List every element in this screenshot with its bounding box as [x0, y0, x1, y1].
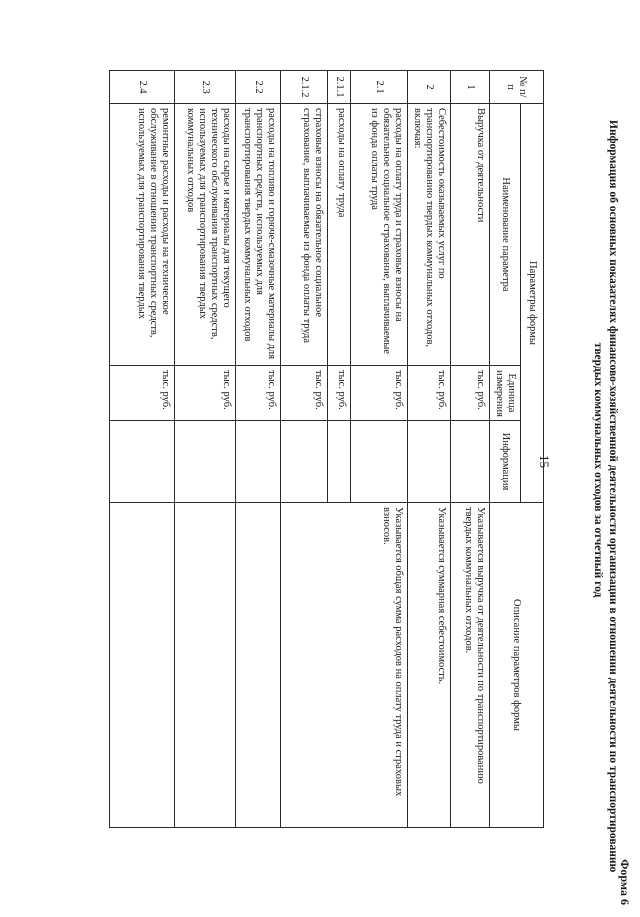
row-unit: тыс. руб.: [175, 366, 236, 421]
row-parameter-name: страховые взносы на обязательное социальное страхование, выплачиваемые из фонда оплаты труда: [281, 104, 328, 366]
column-header-name: Наименование параметра: [490, 104, 521, 366]
table-row: [175, 71, 236, 828]
row-number: 2.4: [110, 71, 175, 104]
row-unit: тыс. руб.: [236, 366, 281, 421]
row-unit: тыс. руб.: [351, 366, 408, 421]
table-row: [110, 71, 175, 828]
row-info-cell[interactable]: [110, 421, 175, 503]
table-row: [451, 71, 490, 828]
row-parameter-name: расходы на сырье и материалы для текущего технического обслуживания транспортных средств, используемых для транспортирования твердых коммунальных отходов: [175, 104, 236, 366]
row-number: 2.2: [236, 71, 281, 104]
table-row: [351, 71, 408, 828]
row-unit: тыс. руб.: [328, 366, 351, 421]
row-number: 1: [451, 71, 490, 104]
group-header-parameters: Параметры формы: [521, 104, 544, 503]
column-header-info: Информация: [490, 421, 521, 503]
row-parameter-name: расходы на топливо и горюче-смазочные материалы для транспортных средств, используемых для транспортирования твердых коммунальных отходов: [236, 104, 281, 366]
document-title: [590, 120, 620, 873]
row-info-cell[interactable]: [328, 421, 351, 503]
row-parameter-name: расходы на оплату труда: [328, 104, 351, 366]
row-description: Указывается суммарная себестоимость.: [408, 503, 451, 828]
row-description: [236, 503, 281, 828]
row-info-cell[interactable]: [175, 421, 236, 503]
row-number: 2.1.1: [328, 71, 351, 104]
title-line-2: твердых коммунальных отходов за отчетный год: [592, 342, 604, 598]
row-unit: тыс. руб.: [451, 366, 490, 421]
table-header-row: [521, 71, 544, 828]
title-line-1: Информация об основных показателях финансово-хозяйственной деятельности организации в отношении деятельности по транспортированию: [607, 120, 619, 873]
row-parameter-name: ремонтные расходы и расходы на техническое обслуживание в отношении транспортных средств, используемых для транспортирования твердых: [110, 104, 175, 366]
row-number: 2.1.2: [281, 71, 328, 104]
row-unit: тыс. руб.: [408, 366, 451, 421]
form-label: Форма 6: [618, 859, 632, 905]
table-row: [408, 71, 451, 828]
row-description: [175, 503, 236, 828]
row-info-cell[interactable]: [408, 421, 451, 503]
parameters-table: [109, 70, 544, 828]
column-header-unit: Единица измерения: [490, 366, 521, 421]
table-row: [236, 71, 281, 828]
page-number: 15: [537, 455, 552, 468]
column-header-no: № п/п: [490, 71, 544, 104]
column-header-description: Описание параметров формы: [490, 503, 544, 828]
row-number: 2: [408, 71, 451, 104]
row-description: Указывается общая сумма расходов на оплату труда и страховых взносов.: [281, 503, 408, 828]
row-info-cell[interactable]: [236, 421, 281, 503]
row-parameter-name: Себестоимость оказываемых услуг по транспортированию твердых коммунальных отходов, включая:: [408, 104, 451, 366]
row-unit: тыс. руб.: [110, 366, 175, 421]
row-info-cell[interactable]: [451, 421, 490, 503]
row-info-cell[interactable]: [281, 421, 328, 503]
row-parameter-name: Выручка от деятельности: [451, 104, 490, 366]
row-description: [110, 503, 175, 828]
row-unit: тыс. руб.: [281, 366, 328, 421]
row-parameter-name: расходы на оплату труда и страховые взносы на обязательное социальное страхование, выплачиваемые из фонда оплаты труда: [351, 104, 408, 366]
row-number: 2.3: [175, 71, 236, 104]
row-info-cell[interactable]: [351, 421, 408, 503]
row-description: Указывается выручка от деятельности по транспортированию твердых коммунальных отходов.: [451, 503, 490, 828]
row-number: 2.1: [351, 71, 408, 104]
